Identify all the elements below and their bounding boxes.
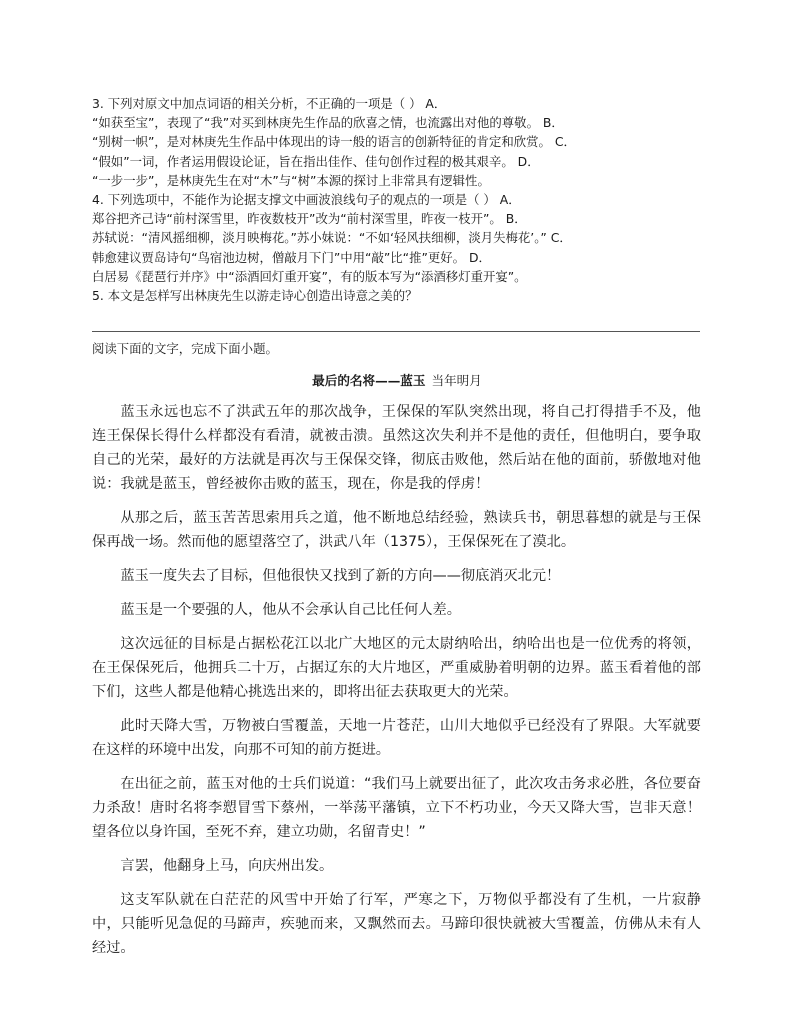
article-title: 最后的名将——蓝玉 [312,373,426,388]
question-3-option: “如获至宝”，表现了“我”对买到林庚先生作品的欣喜之情，也流露出对他的尊敬。 B． [92,115,564,131]
question-3-option: “一步一步”，是林庚先生在对“木”与“树”本源的探讨上非常具有逻辑性。 [92,172,490,188]
question-3-option: “别树一帜”，是对林庚先生作品中体现出的诗一般的语言的创新特征的肯定和欣赏。 C． [92,134,576,150]
reading-instruction: 阅读下面的文字，完成下面小题。 [92,341,278,356]
article-paragraph: 蓝玉是一个要强的人，他从不会承认自己比任何人差。 [120,602,461,618]
question-5-stem: 5. 本文是怎样写出林庚先生以游走诗心创造出诗意之美的？ [92,288,418,304]
question-4-option: 白居易《琵琶行并序》中“添酒回灯重开宴”，有的版本写为“添酒移灯重开宴”。 [92,268,527,284]
question-4-option: 郑谷把齐己诗“前村深雪里，昨夜数枝开”改为“前村深雪里，昨夜一枝开”。 B． [92,211,527,227]
article-paragraph: 这次远征的目标是占据松花江以北广大地区的元太尉纳哈出，纳哈出也是一位优秀的将领，在王保保死后，他拥兵二十万，占据辽东的大片地区，严重威胁着明朝的边界。蓝玉看着他的部下们，这些人都是他精心挑选出来的，即将出征去获取更大的光荣。 [92,636,701,700]
article-paragraph: 在出征之前，蓝玉对他的士兵们说道：“我们马上就要出征了，此次攻击务求必胜，各位要奋力杀敌！唐时名将李愬冒雪下蔡州，一举荡平藩镇，立下不朽功业，今天又降大雪，岂非天意！望各位以身许国，至死不弃，建立功勋，名留青史！” [92,776,701,840]
article-body [92,400,701,970]
article-paragraph: 此时天降大雪，万物被白雪覆盖，天地一片苍茫，山川大地似乎已经没有了界限。大军就要在这样的环境中出发，向那不可知的前方挺进。 [92,718,701,758]
question-3-option: “假如”一词，作者运用假设论证，旨在指出佳作、佳句创作过程的极其艰辛。 D． [92,153,540,169]
article-paragraph: 蓝玉永远也忘不了洪武五年的那次战争，王保保的军队突然出现，将自己打得措手不及，他连王保保长得什么样都没有看清，就被击溃。虽然这次失利并不是他的责任，但他明白，要争取自己的光荣，最好的方法就是再次与王保保交锋，彻底击败他，然后站在他的面前，骄傲地对他说：我就是蓝玉，曾经被你击败的蓝玉，现在，你是我的俘虏！ [92,404,701,492]
question-4-option: 韩愈建议贾岛诗句“鸟宿池边树，僧敲月下门”中用“敲”比“推”更好。 D． [92,249,491,265]
section-divider [92,331,700,332]
article-paragraph: 蓝玉一度失去了目标，但他很快又找到了新的方向——彻底消灭北元！ [120,568,561,584]
question-4-stem: 4. 下列选项中，不能作为论据支撑文中画波浪线句子的观点的一项是（ ） A． [92,192,521,208]
article-paragraph: 言罢，他翻身上马，向庆州出发。 [120,858,334,874]
article-author: 当年明月 [431,373,482,388]
question-3-stem: 3. 下列对原文中加点词语的相关分析，不正确的一项是（ ） A． [92,96,447,111]
article-paragraph: 这支军队就在白茫茫的风雪中开始了行军，严寒之下，万物似乎都没有了生机，一片寂静中，只能听见急促的马蹄声，疾驰而来，又飘然而去。马蹄印很快就被大雪覆盖，仿佛从未有人经过。 [92,892,701,956]
question-4-option: 苏轼说：“清风摇细柳，淡月映梅花。”苏小妹说：“不如‘轻风扶细柳，淡月失梅花’。” C． [92,230,572,246]
article-heading [0,372,794,390]
question-block [92,94,712,305]
article-paragraph: 从那之后，蓝玉苦苦思索用兵之道，他不断地总结经验，熟读兵书，朝思暮想的就是与王保保再战一场。然而他的愿望落空了，洪武八年（1375），王保保死在了漠北。 [92,510,701,550]
